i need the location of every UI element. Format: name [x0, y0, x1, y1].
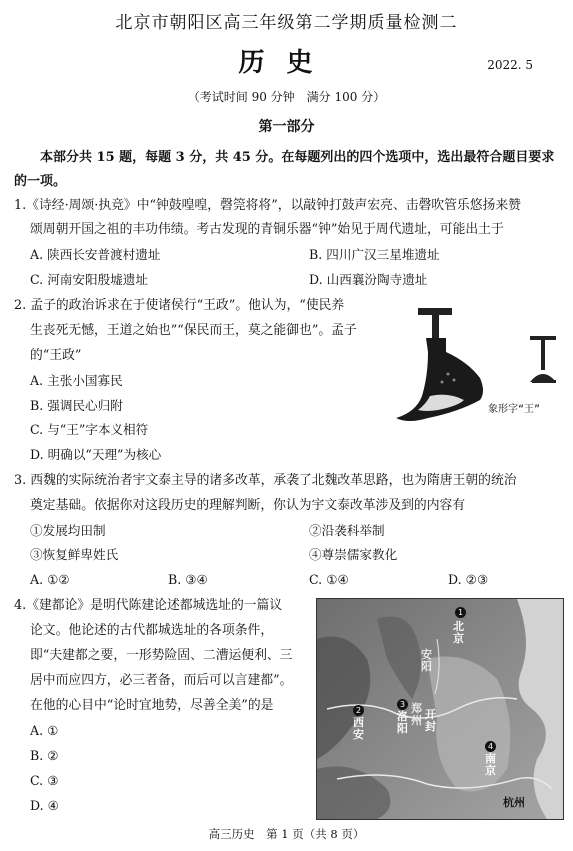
q3-item-4: ④尊崇儒家教化 — [309, 547, 398, 562]
section-instructions: 本部分共 15 题，每题 3 分，共 45 分。在每题列出的四个选项中，选出最符合题目要求的一项。 — [14, 150, 555, 189]
city-label-hangzhou: 杭州 — [503, 796, 525, 809]
school-header: 北京市朝阳区高三年级第二学期质量检测二 — [115, 13, 458, 33]
page-footer: 高三历史 第 1 页（共 8 页） — [208, 827, 365, 841]
city-label-xian: 西安 — [353, 716, 364, 741]
q2-option-c[interactable]: C. 与“王”字本义相符 — [30, 422, 149, 437]
q1-option-b[interactable]: B. 四川广汉三星堆遗址 — [309, 247, 440, 262]
china-capitals-map — [316, 598, 564, 820]
q4-option-d[interactable]: D. ④ — [30, 798, 59, 813]
q3-option-c[interactable]: C. ①④ — [309, 572, 349, 587]
q4-stem-line5: 在他的心目中“论时宜地势，尽善全美”的是 — [30, 698, 274, 713]
q1-stem-line2: 颂周朝开国之祖的丰功伟绩。考古发现的青铜乐器“钟”始见于周代遗址，可能出土于 — [30, 222, 504, 237]
q3-option-a[interactable]: A. ①② — [30, 572, 70, 587]
q1-option-a[interactable]: A. 陕西长安普渡村遗址 — [30, 247, 161, 262]
q4-stem-line4: 居中而应四方，必三者备，而后可以言建都”。 — [30, 673, 293, 688]
q2-stem-line3: 的“王政” — [30, 348, 82, 363]
q1-option-d[interactable]: D. 山西襄汾陶寺遗址 — [309, 272, 428, 287]
city-label-kaifeng: 开封 — [425, 708, 436, 733]
q3-stem-line1: 3. 西魏的实际统治者宇文泰主导的诸多改革，承袭了北魏改革思路，也为隋唐王朝的统治 — [14, 473, 517, 488]
axe-pictograph-icon — [388, 300, 570, 430]
q2-option-a[interactable]: A. 主张小国寡民 — [30, 373, 123, 388]
q3-item-2: ②沿袭科举制 — [309, 523, 385, 538]
city-label-luoyang: 洛阳 — [397, 710, 408, 735]
q4-option-c[interactable]: C. ③ — [30, 773, 59, 788]
subject-title: 历史 — [238, 48, 335, 78]
q4-stem-line2: 论文。他论述的古代都城选址的各项条件， — [30, 623, 274, 638]
q3-stem-line2: 奠定基础。依据你对这段历史的理解判断，你认为宇文泰改革涉及到的内容有 — [30, 498, 466, 513]
q4-stem-line3: 即“夫建都之要，一形势险固、二漕运便利、三 — [30, 648, 293, 663]
q4-option-b[interactable]: B. ② — [30, 748, 59, 763]
city-label-zhengzhou: 郑州 — [411, 702, 422, 727]
q2-stem-line2: 生丧死无憾，王道之始也”“保民而王，莫之能御也”。孟子 — [30, 323, 357, 338]
wang-character-illustration — [388, 300, 570, 430]
section-heading: 第一部分 — [258, 119, 315, 135]
exam-time-info: （考试时间 90 分钟 满分 100 分） — [187, 90, 386, 104]
q1-option-c[interactable]: C. 河南安阳殷墟遗址 — [30, 272, 148, 287]
city-marker-1: 1 — [455, 607, 466, 618]
exam-date: 2022. 5 — [487, 58, 533, 72]
q1-stem-line1: 1.《诗经·周颂·执竞》中“钟鼓喤喤，磬筦将将”，以敲钟打鼓声宏亮、击磬吹管乐悠扬来赞 — [14, 198, 521, 213]
q3-option-d[interactable]: D. ②③ — [448, 572, 489, 587]
city-marker-4: 4 — [485, 741, 496, 752]
city-label-nanjing: 南京 — [485, 752, 496, 777]
q4-option-a[interactable]: A. ① — [30, 723, 59, 738]
city-label-beijing: 北京 — [453, 620, 464, 645]
wang-caption: 象形字“王” — [488, 404, 541, 415]
q2-option-b[interactable]: B. 强调民心归附 — [30, 398, 123, 413]
q3-item-3: ③恢复鲜卑姓氏 — [30, 547, 119, 562]
q3-option-b[interactable]: B. ③④ — [168, 572, 208, 587]
city-marker-3: 3 — [397, 699, 408, 710]
q4-stem-line1: 4.《建都论》是明代陈建论述都城选址的一篇议 — [14, 598, 283, 613]
city-marker-2: 2 — [353, 705, 364, 716]
q3-item-1: ①发展均田制 — [30, 523, 106, 538]
city-label-anyang: 安阳 — [421, 648, 432, 673]
q2-stem-line1: 2. 孟子的政治诉求在于使诸侯行“王政”。他认为，“使民养 — [14, 298, 345, 313]
q2-option-d[interactable]: D. 明确以“天理”为核心 — [30, 447, 162, 462]
